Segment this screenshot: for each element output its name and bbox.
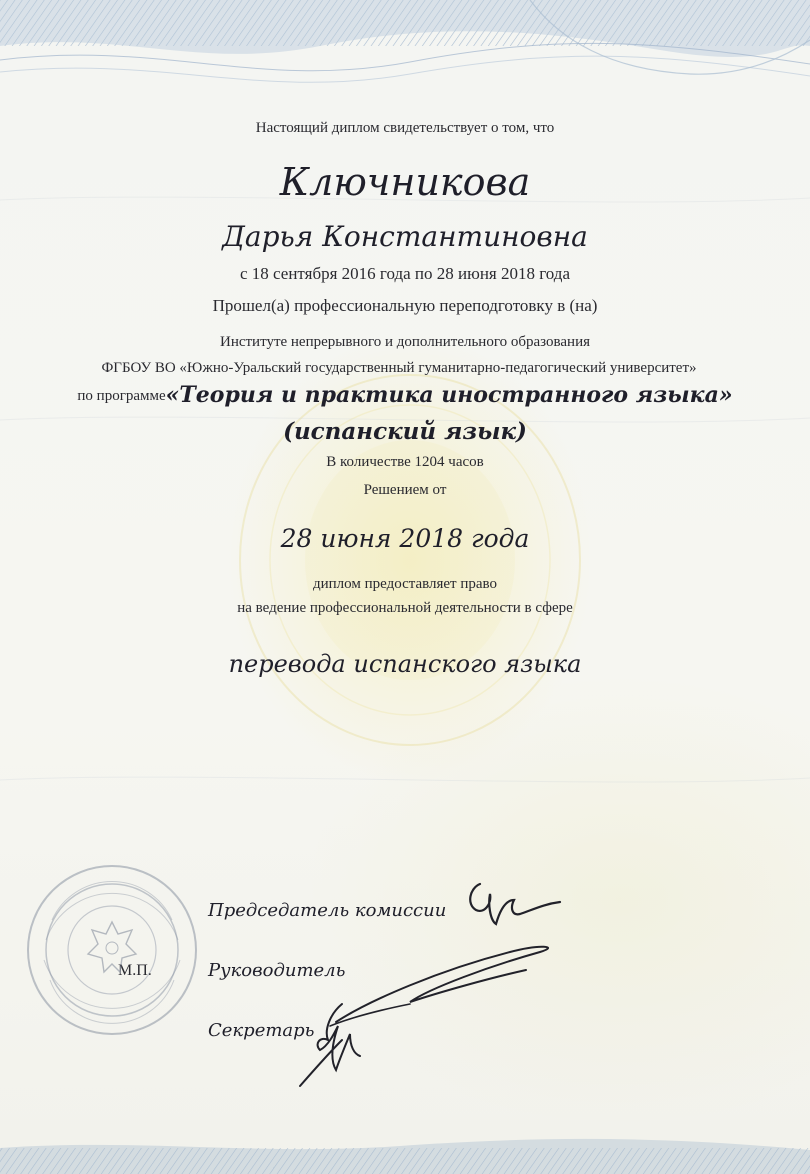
eagle-emblem-icon: [88, 922, 136, 972]
top-border-band: [0, 0, 810, 82]
professional-field: перевода испанского языка: [228, 650, 582, 678]
program-line: [0, 382, 810, 408]
bottom-border-band: [0, 1139, 810, 1174]
recipient-surname: Ключникова: [279, 160, 531, 204]
university-name: ФГБОУ ВО «Южно-Уральский государственный гуманитарно-педагогический университет»: [101, 360, 697, 376]
program-title: «Теория и практика иностранного языка»: [165, 382, 733, 408]
program-prefix: по программе: [77, 388, 166, 404]
decision-label: Решением от: [363, 482, 447, 498]
institute-name: Институте непрерывного и дополнительного образования: [219, 334, 590, 350]
intro-text: Настоящий диплом свидетельствует о том, что: [255, 120, 555, 136]
study-period: с 18 сентября 2016 года по 28 июня 2018 года: [239, 264, 570, 283]
recipient-given-names: Дарья Константиновна: [222, 220, 588, 253]
decision-date: 28 июня 2018 года: [280, 524, 530, 553]
passed-text: Прошел(а) профессиональную переподготовку в (на): [212, 296, 598, 315]
program-language: (испанский язык): [283, 418, 527, 445]
official-seal: [22, 860, 202, 1040]
secretary-label: Секретарь: [208, 1020, 315, 1041]
seal-label: М.П.: [118, 962, 152, 979]
rights-line-1: диплом предоставляет право: [312, 576, 498, 592]
director-label: Руководитель: [208, 960, 346, 981]
chairman-label: Председатель комиссии: [208, 900, 447, 921]
hours-count: В количестве 1204 часов: [326, 454, 484, 470]
secretary-signature: [280, 990, 390, 1100]
rights-line-2: на ведение профессиональной деятельности в сфере: [237, 600, 573, 616]
